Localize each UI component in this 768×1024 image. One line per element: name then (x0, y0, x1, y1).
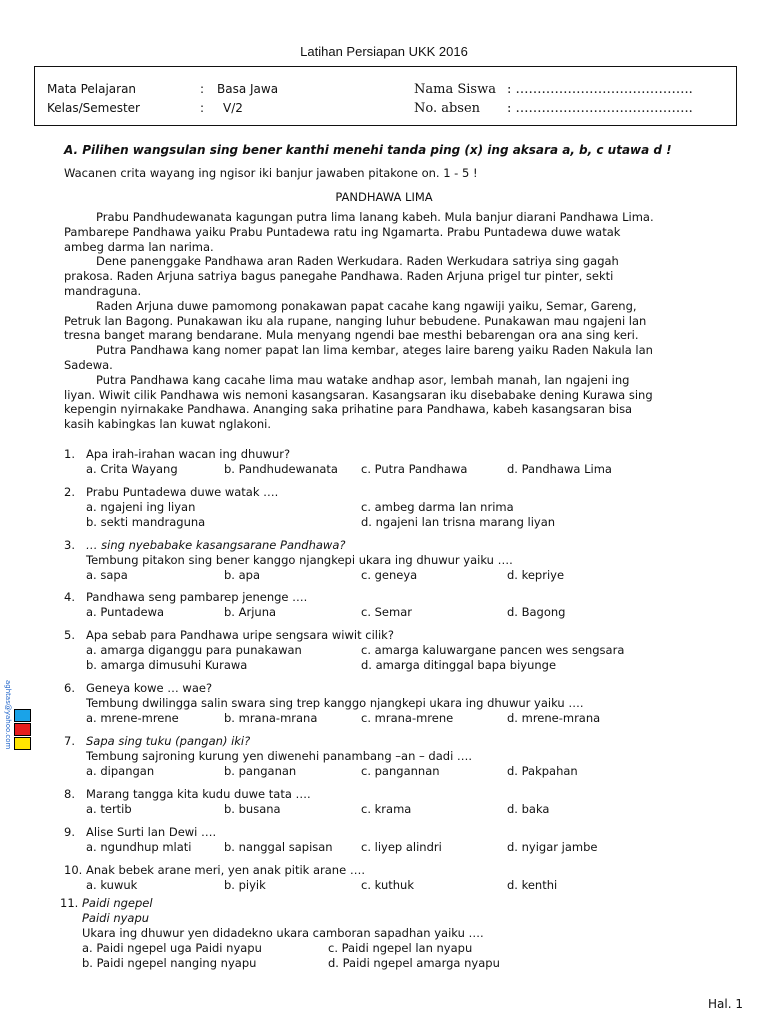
option-b[interactable]: b. apa (224, 568, 261, 582)
option-c[interactable]: c. Putra Pandhawa (361, 462, 468, 476)
option-c[interactable]: c. ambeg darma lan nrima (361, 500, 514, 514)
option-d[interactable]: d. Bagong (507, 605, 566, 619)
option-b[interactable]: b. Arjuna (224, 605, 277, 619)
option-a[interactable]: a. Puntadewa (86, 605, 165, 619)
question-subtext: Tembung sajroning kurung yen diwenehi panambang –an – dadi …. (86, 749, 473, 763)
question-subtext: Ukara ing dhuwur yen didadekno ukara camboran sapadhan yaiku …. (82, 926, 484, 940)
watermark-email: aghtas@yahoo.com (4, 680, 12, 750)
question-9 (64, 824, 664, 856)
option-d[interactable]: d. Paidi ngepel amarga nyapu (328, 956, 500, 970)
question-text: Apa irah-irahan wacan ing dhuwur? (86, 447, 291, 461)
class-value: V/2 (223, 101, 243, 115)
option-a[interactable]: a. mrene-mrene (86, 711, 179, 725)
question-10 (64, 862, 664, 894)
option-b[interactable]: b. busana (224, 802, 281, 816)
story-paragraph: Raden Arjuna duwe pamomong ponakawan papat cacahe kang ngawiji yaiku, Semar, Gareng, Petruk lan Bagong. Punakawan iku ala rupane, nanging luhur bebudene. Punakawan mau ngajeni lan tresna banget marang bendarane. Mula menyang ngendi bae mesthi bebarengan ora ana sing keri. (64, 298, 647, 343)
question-text: Geneya kowe … wae? (86, 681, 213, 695)
question-5 (64, 627, 664, 675)
option-d[interactable]: d. kenthi (507, 878, 558, 892)
question-subtext: Tembung dwilingga salin swara sing trep kanggo njangkepi ukara ing dhuwur yaiku …. (86, 696, 584, 710)
option-c[interactable]: c. liyep alindri (361, 840, 442, 854)
name-label: Nama Siswa (414, 82, 496, 97)
question-text: Anak bebek arane meri, yen anak pitik arane …. (86, 863, 365, 877)
question-number: 1. (64, 447, 75, 461)
question-2 (64, 484, 664, 532)
section-instruction: A. Pilihen wangsulan sing bener kanthi menehi tanda ping (x) ing aksara a, b, c utawa d ! (64, 143, 672, 157)
story-title: PANDHAWA LIMA (335, 190, 433, 204)
option-c[interactable]: c. Semar (361, 605, 412, 619)
question-number: 10. (64, 863, 83, 877)
page-number: Hal. 1 (708, 997, 743, 1011)
question-text: Paidi ngepel (82, 896, 153, 910)
logo-red-square (14, 723, 31, 736)
story-paragraph: Prabu Pandhudewanata kagungan putra lima lanang kabeh. Mula banjur diarani Pandhawa Lima. Pambarepe Pandhawa yaiku Prabu Puntadewa ratu ing Ngamarta. Prabu Puntadewa duwe watak ambeg darma lan narima. (64, 210, 654, 254)
subject-value: Basa Jawa (217, 82, 279, 96)
question-subtext: Tembung pitakon sing bener kanggo njangkepi ukara ing dhuwur yaiku …. (86, 553, 513, 567)
option-b[interactable]: b. Paidi ngepel nanging nyapu (82, 956, 257, 970)
option-c[interactable]: c. Paidi ngepel lan nyapu (328, 941, 473, 955)
option-a[interactable]: a. sapa (86, 568, 128, 582)
option-a[interactable]: a. Paidi ngepel uga Paidi nyapu (82, 941, 262, 955)
question-1 (64, 446, 664, 478)
absen-label: No. absen (414, 101, 481, 116)
option-a[interactable]: a. ngundhup mlati (86, 840, 192, 854)
subject-separator: : (200, 82, 205, 96)
question-text: Marang tangga kita kudu duwe tata …. (86, 787, 311, 801)
student-info-box (34, 66, 737, 126)
question-number: 2. (64, 485, 75, 499)
class-separator: : (200, 101, 205, 115)
name-field: : ………………………………….. (507, 82, 693, 97)
option-c[interactable]: c. krama (361, 802, 412, 816)
question-number: 7. (64, 734, 75, 748)
option-d[interactable]: d. kepriye (507, 568, 565, 582)
option-c[interactable]: c. amarga kaluwargane pancen wes sengsara (361, 643, 625, 657)
class-label: Kelas/Semester (47, 101, 140, 115)
question-text: Alise Surti lan Dewi …. (86, 825, 217, 839)
question-text: Sapa sing tuku (pangan) iki? (86, 734, 251, 748)
option-d[interactable]: d. baka (507, 802, 550, 816)
option-b[interactable]: b. mrana-mrana (224, 711, 318, 725)
option-a[interactable]: a. tertib (86, 802, 132, 816)
question-subtext: Paidi nyapu (82, 911, 150, 925)
question-number: 5. (64, 628, 75, 642)
option-b[interactable]: b. nanggal sapisan (224, 840, 333, 854)
option-d[interactable]: d. mrene-mrana (507, 711, 601, 725)
question-3 (64, 537, 664, 585)
question-11 (60, 895, 660, 975)
option-b[interactable]: b. Pandhudewanata (224, 462, 338, 476)
logo-yellow-square (14, 737, 31, 750)
story-paragraph: Putra Pandhawa kang cacahe lima mau watake andhap asor, lembah manah, lan ngajeni ing liyan. Wiwit cilik Pandhawa wis nemoni kasangsaran. Kasangsaran iku disebabake dening Kurawa sing kepengin nyirnakake Pandhawa. Ananging saka prihatine para Pandhawa, kabeh kasangsaran bisa kasih kabingkas lan kuwat nglakoni. (64, 372, 653, 432)
story-paragraph: Putra Pandhawa kang nomer papat lan lima kembar, ateges laire bareng yaiku Raden Nakula lan Sadewa. (64, 343, 653, 372)
option-c[interactable]: c. kuthuk (361, 878, 414, 892)
question-number: 6. (64, 681, 75, 695)
option-b[interactable]: b. sekti mandraguna (86, 515, 206, 529)
question-text: Pandhawa seng pambarep jenenge …. (86, 590, 308, 604)
question-7 (64, 733, 664, 781)
option-d[interactable]: d. ngajeni lan trisna marang liyan (361, 515, 556, 529)
question-4 (64, 589, 664, 621)
story-text (64, 210, 660, 432)
option-a[interactable]: a. amarga diganggu para punakawan (86, 643, 302, 657)
question-6 (64, 680, 664, 728)
question-text: Apa sebab para Pandhawa uripe sengsara wiwit cilik? (86, 628, 394, 642)
absen-field: : ………………………………….. (507, 101, 693, 116)
option-a[interactable]: a. Crita Wayang (86, 462, 178, 476)
option-d[interactable]: d. Pakpahan (507, 764, 578, 778)
story-paragraph: Dene panenggake Pandhawa aran Raden Werkudara. Raden Werkudara satriya sing gagah prakosa. Raden Arjuna satriya bagus panegahe Pandhawa. Raden Arjuna prigel tur pinter, sekti mandraguna. (64, 254, 619, 298)
question-number: 9. (64, 825, 75, 839)
question-number: 4. (64, 590, 75, 604)
option-c[interactable]: c. geneya (361, 568, 418, 582)
option-b[interactable]: b. amarga dimusuhi Kurawa (86, 658, 248, 672)
sub-instruction: Wacanen crita wayang ing ngisor iki banjur jawaben pitakone on. 1 - 5 ! (64, 166, 478, 180)
option-b[interactable]: b. piyik (224, 878, 266, 892)
option-d[interactable]: d. amarga ditinggal bapa biyunge (361, 658, 557, 672)
question-8 (64, 786, 664, 818)
option-c[interactable]: c. mrana-mrene (361, 711, 454, 725)
question-text: … sing nyebabake kasangsarane Pandhawa? (86, 538, 346, 552)
option-d[interactable]: d. Pandhawa Lima (507, 462, 612, 476)
option-c[interactable]: c. pangannan (361, 764, 440, 778)
option-a[interactable]: a. ngajeni ing liyan (86, 500, 196, 514)
question-number: 8. (64, 787, 75, 801)
option-d[interactable]: d. nyigar jambe (507, 840, 598, 854)
page-title: Latihan Persiapan UKK 2016 (300, 44, 468, 59)
question-number: 11. (60, 896, 79, 910)
option-a[interactable]: a. dipangan (86, 764, 155, 778)
question-number: 3. (64, 538, 75, 552)
option-b[interactable]: b. panganan (224, 764, 297, 778)
subject-label: Mata Pelajaran (47, 82, 137, 96)
logo-blue-square (14, 709, 31, 722)
question-text: Prabu Puntadewa duwe watak …. (86, 485, 279, 499)
option-a[interactable]: a. kuwuk (86, 878, 138, 892)
